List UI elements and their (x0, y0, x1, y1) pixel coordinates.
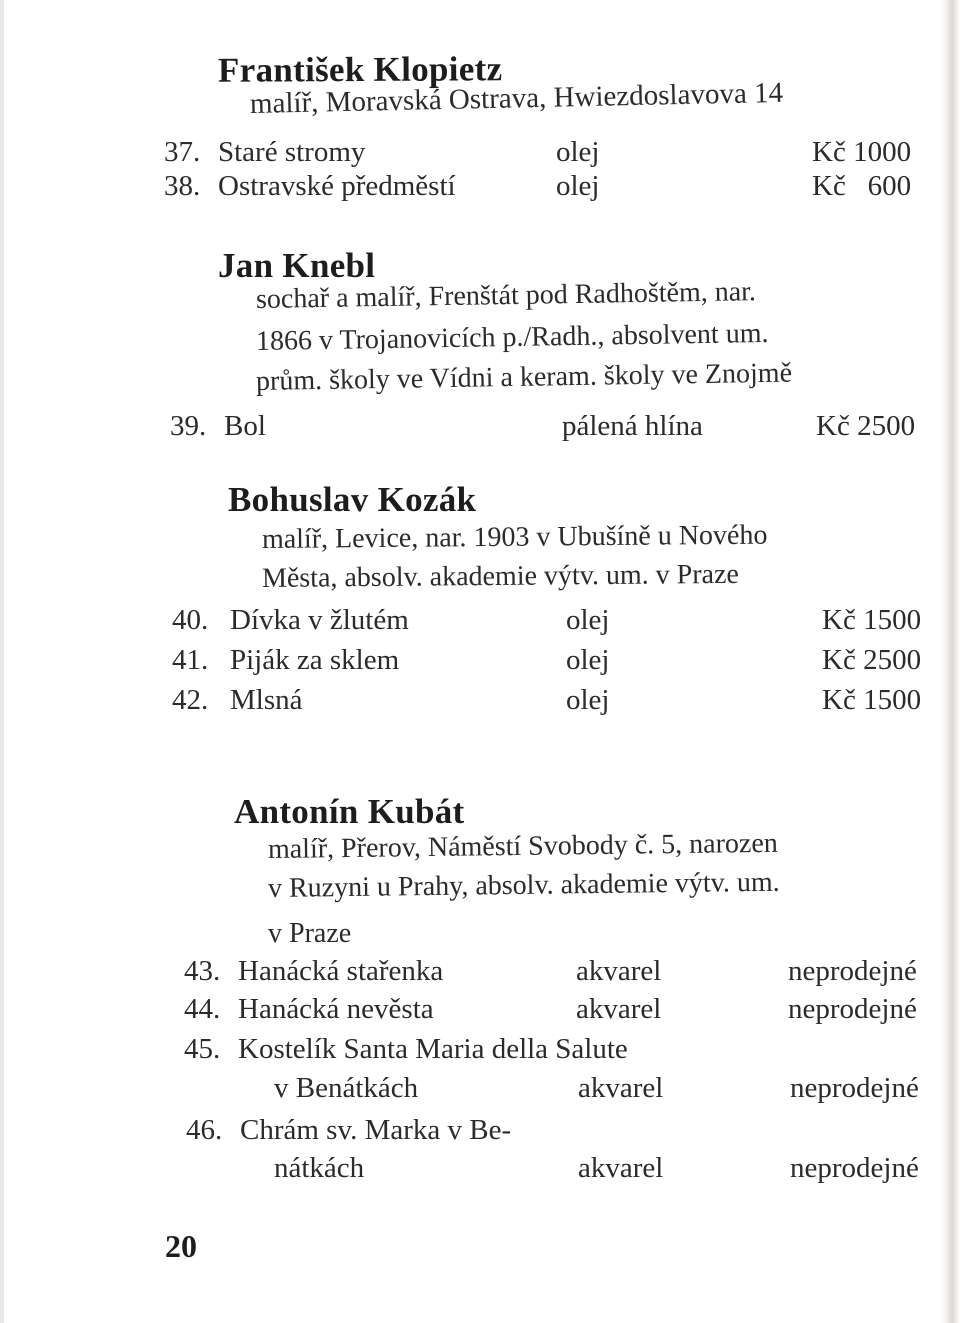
artwork-title: Mlsná (230, 684, 303, 716)
page-number: 20 (165, 1228, 197, 1264)
artwork-entry (0, 644, 960, 680)
artist-bio-line: Města, absolv. akademie výtv. um. v Praze (261, 558, 740, 594)
artwork-technique: olej (566, 604, 610, 636)
artwork-technique: olej (566, 644, 610, 676)
artwork-title: Ostravské předměstí (218, 170, 456, 202)
artwork-price: Kč 1500 (822, 684, 922, 716)
artwork-title: Kostelík Santa Maria della Salute (238, 1033, 628, 1065)
artwork-number: 46. (186, 1114, 223, 1146)
artwork-number: 39. (170, 410, 207, 442)
artwork-entry-continued (0, 1072, 960, 1108)
artwork-technique: pálená hlína (562, 410, 703, 442)
artwork-number: 45. (184, 1033, 221, 1065)
artwork-title: Staré stromy (218, 136, 366, 168)
artwork-price: neprodejné (790, 1072, 919, 1104)
artwork-price: neprodejné (790, 1152, 919, 1184)
artwork-title: Hanácká nevěsta (238, 993, 434, 1025)
artwork-price: neprodejné (788, 955, 917, 987)
artwork-title: Chrám sv. Marka v Be- (240, 1114, 512, 1146)
artwork-number: 40. (172, 604, 209, 636)
artist-bio-line: prům. školy ve Vídni a keram. školy ve Znojmě (255, 357, 793, 397)
artwork-entry (0, 136, 960, 172)
artwork-title: Piják za sklem (230, 644, 400, 676)
artwork-number: 37. (164, 136, 201, 168)
artist-bio-line: 1866 v Trojanovicích p./Radh., absolvent um. (255, 317, 769, 357)
artwork-price: Kč 2500 (816, 410, 916, 442)
artwork-entry (0, 410, 960, 446)
artwork-title: Dívka v žlutém (230, 604, 409, 636)
artwork-number: 38. (164, 170, 201, 202)
artwork-title-continued: v Benátkách (274, 1072, 419, 1104)
artwork-technique: olej (566, 684, 610, 716)
artwork-title: Bol (224, 410, 266, 442)
artist-bio-line: malíř, Levice, nar. 1903 v Ubušíně u Nového (261, 519, 768, 555)
artist-name: Jan Knebl (218, 246, 376, 285)
artist-bio-line: malíř, Přerov, Náměstí Svobody č. 5, narozen (267, 827, 778, 865)
artwork-number: 42. (172, 684, 209, 716)
artwork-price: Kč 600 (812, 170, 912, 202)
artist-bio-line: malíř, Moravská Ostrava, Hwiezdoslavova 14 (249, 76, 784, 120)
artwork-entry (0, 955, 960, 991)
artist-bio-line: v Praze (268, 918, 352, 949)
artwork-entry (0, 1114, 960, 1150)
artwork-technique: akvarel (578, 1152, 664, 1184)
artwork-price: Kč 1500 (822, 604, 922, 636)
artwork-entry (0, 684, 960, 720)
artwork-technique: akvarel (576, 955, 662, 987)
artist-name: Bohuslav Kozák (228, 480, 477, 519)
artist-name: Antonín Kubát (234, 792, 465, 831)
artwork-number: 41. (172, 644, 209, 676)
artwork-technique: akvarel (578, 1072, 664, 1104)
artwork-title-continued: nátkách (274, 1152, 365, 1184)
artist-bio-line: v Ruzyni u Prahy, absolv. akademie výtv. um. (267, 866, 780, 904)
artwork-title: Hanácká stařenka (238, 955, 444, 987)
artwork-technique: akvarel (576, 993, 662, 1025)
artwork-entry-continued (0, 1152, 960, 1188)
artist-name: František Klopietz (217, 49, 503, 90)
artwork-entry (0, 604, 960, 640)
artwork-entry (0, 170, 960, 206)
artwork-price: neprodejné (788, 993, 917, 1025)
artwork-technique: olej (556, 136, 600, 168)
artwork-price: Kč 1000 (812, 136, 912, 168)
artist-bio-line: sochař a malíř, Frenštát pod Radhoštěm, nar. (255, 276, 757, 315)
artwork-technique: olej (556, 170, 600, 202)
artwork-entry (0, 1033, 960, 1069)
artwork-entry (0, 993, 960, 1029)
artwork-number: 44. (184, 993, 221, 1025)
artwork-price: Kč 2500 (822, 644, 922, 676)
artwork-number: 43. (184, 955, 221, 987)
